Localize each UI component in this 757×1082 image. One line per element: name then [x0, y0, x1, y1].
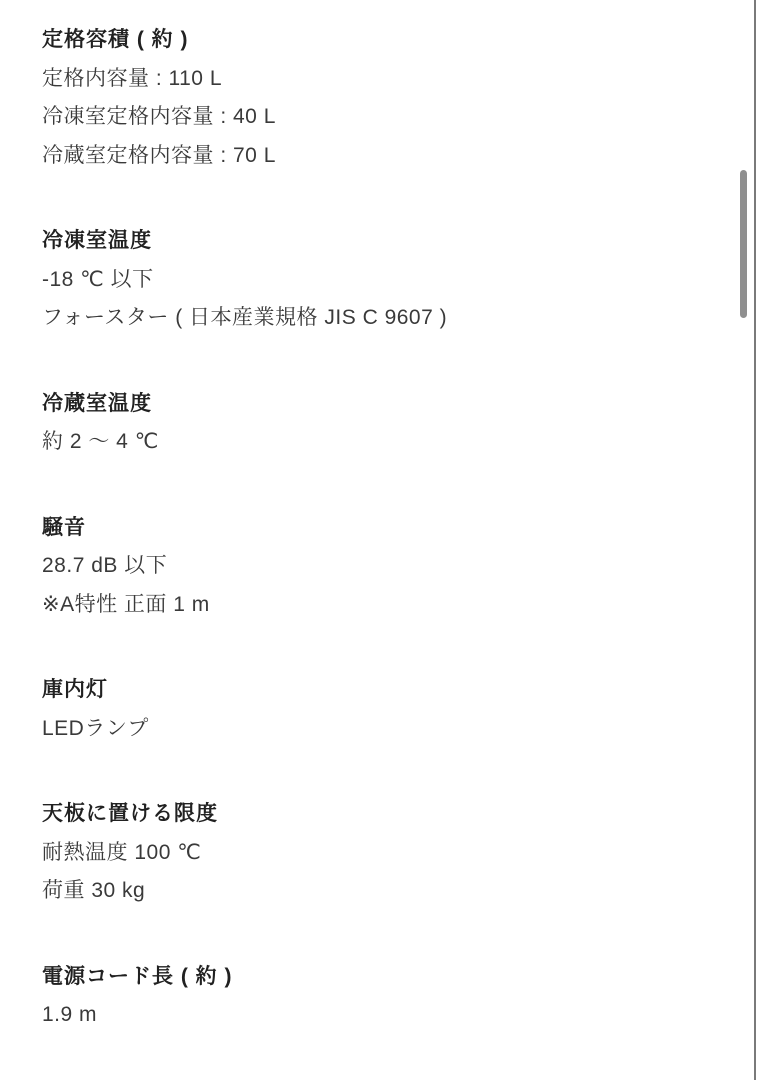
spec-line: フォースター ( 日本産業規格 JIS C 9607 )	[42, 306, 448, 329]
spec-heading: 冷凍室温度	[42, 229, 152, 252]
spec-heading: 庫内灯	[42, 678, 108, 701]
spec-section-power-cord-length	[42, 958, 695, 1035]
spec-line: 28.7 dB 以下	[42, 554, 168, 577]
spec-heading: 電源コード長 ( 約 )	[42, 964, 233, 988]
spec-line: 耐熱温度 100 ℃	[42, 840, 202, 864]
spec-line: 約 2 ～ 4 ℃	[42, 430, 159, 453]
spec-section-rated-capacity	[42, 21, 695, 175]
spec-section-noise	[42, 509, 695, 625]
spec-line: 冷蔵室定格内容量 : 70 L	[42, 143, 276, 167]
spec-heading: 冷蔵室温度	[42, 391, 152, 415]
spec-line: ※A特性 正面 1 m	[42, 592, 210, 616]
spec-heading: 定格容積 ( 約 )	[42, 28, 189, 51]
spec-line: 荷重 30 kg	[42, 879, 146, 902]
spec-line: -18 ℃ 以下	[42, 267, 154, 291]
spec-line: 冷凍室定格内容量 : 40 L	[42, 105, 276, 128]
spec-line: 定格内容量 : 110 L	[42, 66, 222, 90]
window-edge-border	[754, 0, 756, 1080]
spec-section-top-plate-limit	[42, 795, 695, 911]
product-spec-list	[42, 21, 695, 1082]
scrollbar-thumb[interactable]	[740, 170, 747, 318]
spec-line: LEDランプ	[42, 716, 149, 740]
spec-heading: 騒音	[42, 515, 86, 539]
spec-line: 1.9 m	[42, 1003, 98, 1026]
spec-section-freezer-temp	[42, 222, 695, 338]
spec-heading: 天板に置ける限度	[42, 802, 218, 825]
spec-section-fridge-temp	[42, 385, 695, 462]
spec-section-interior-light	[42, 671, 695, 748]
